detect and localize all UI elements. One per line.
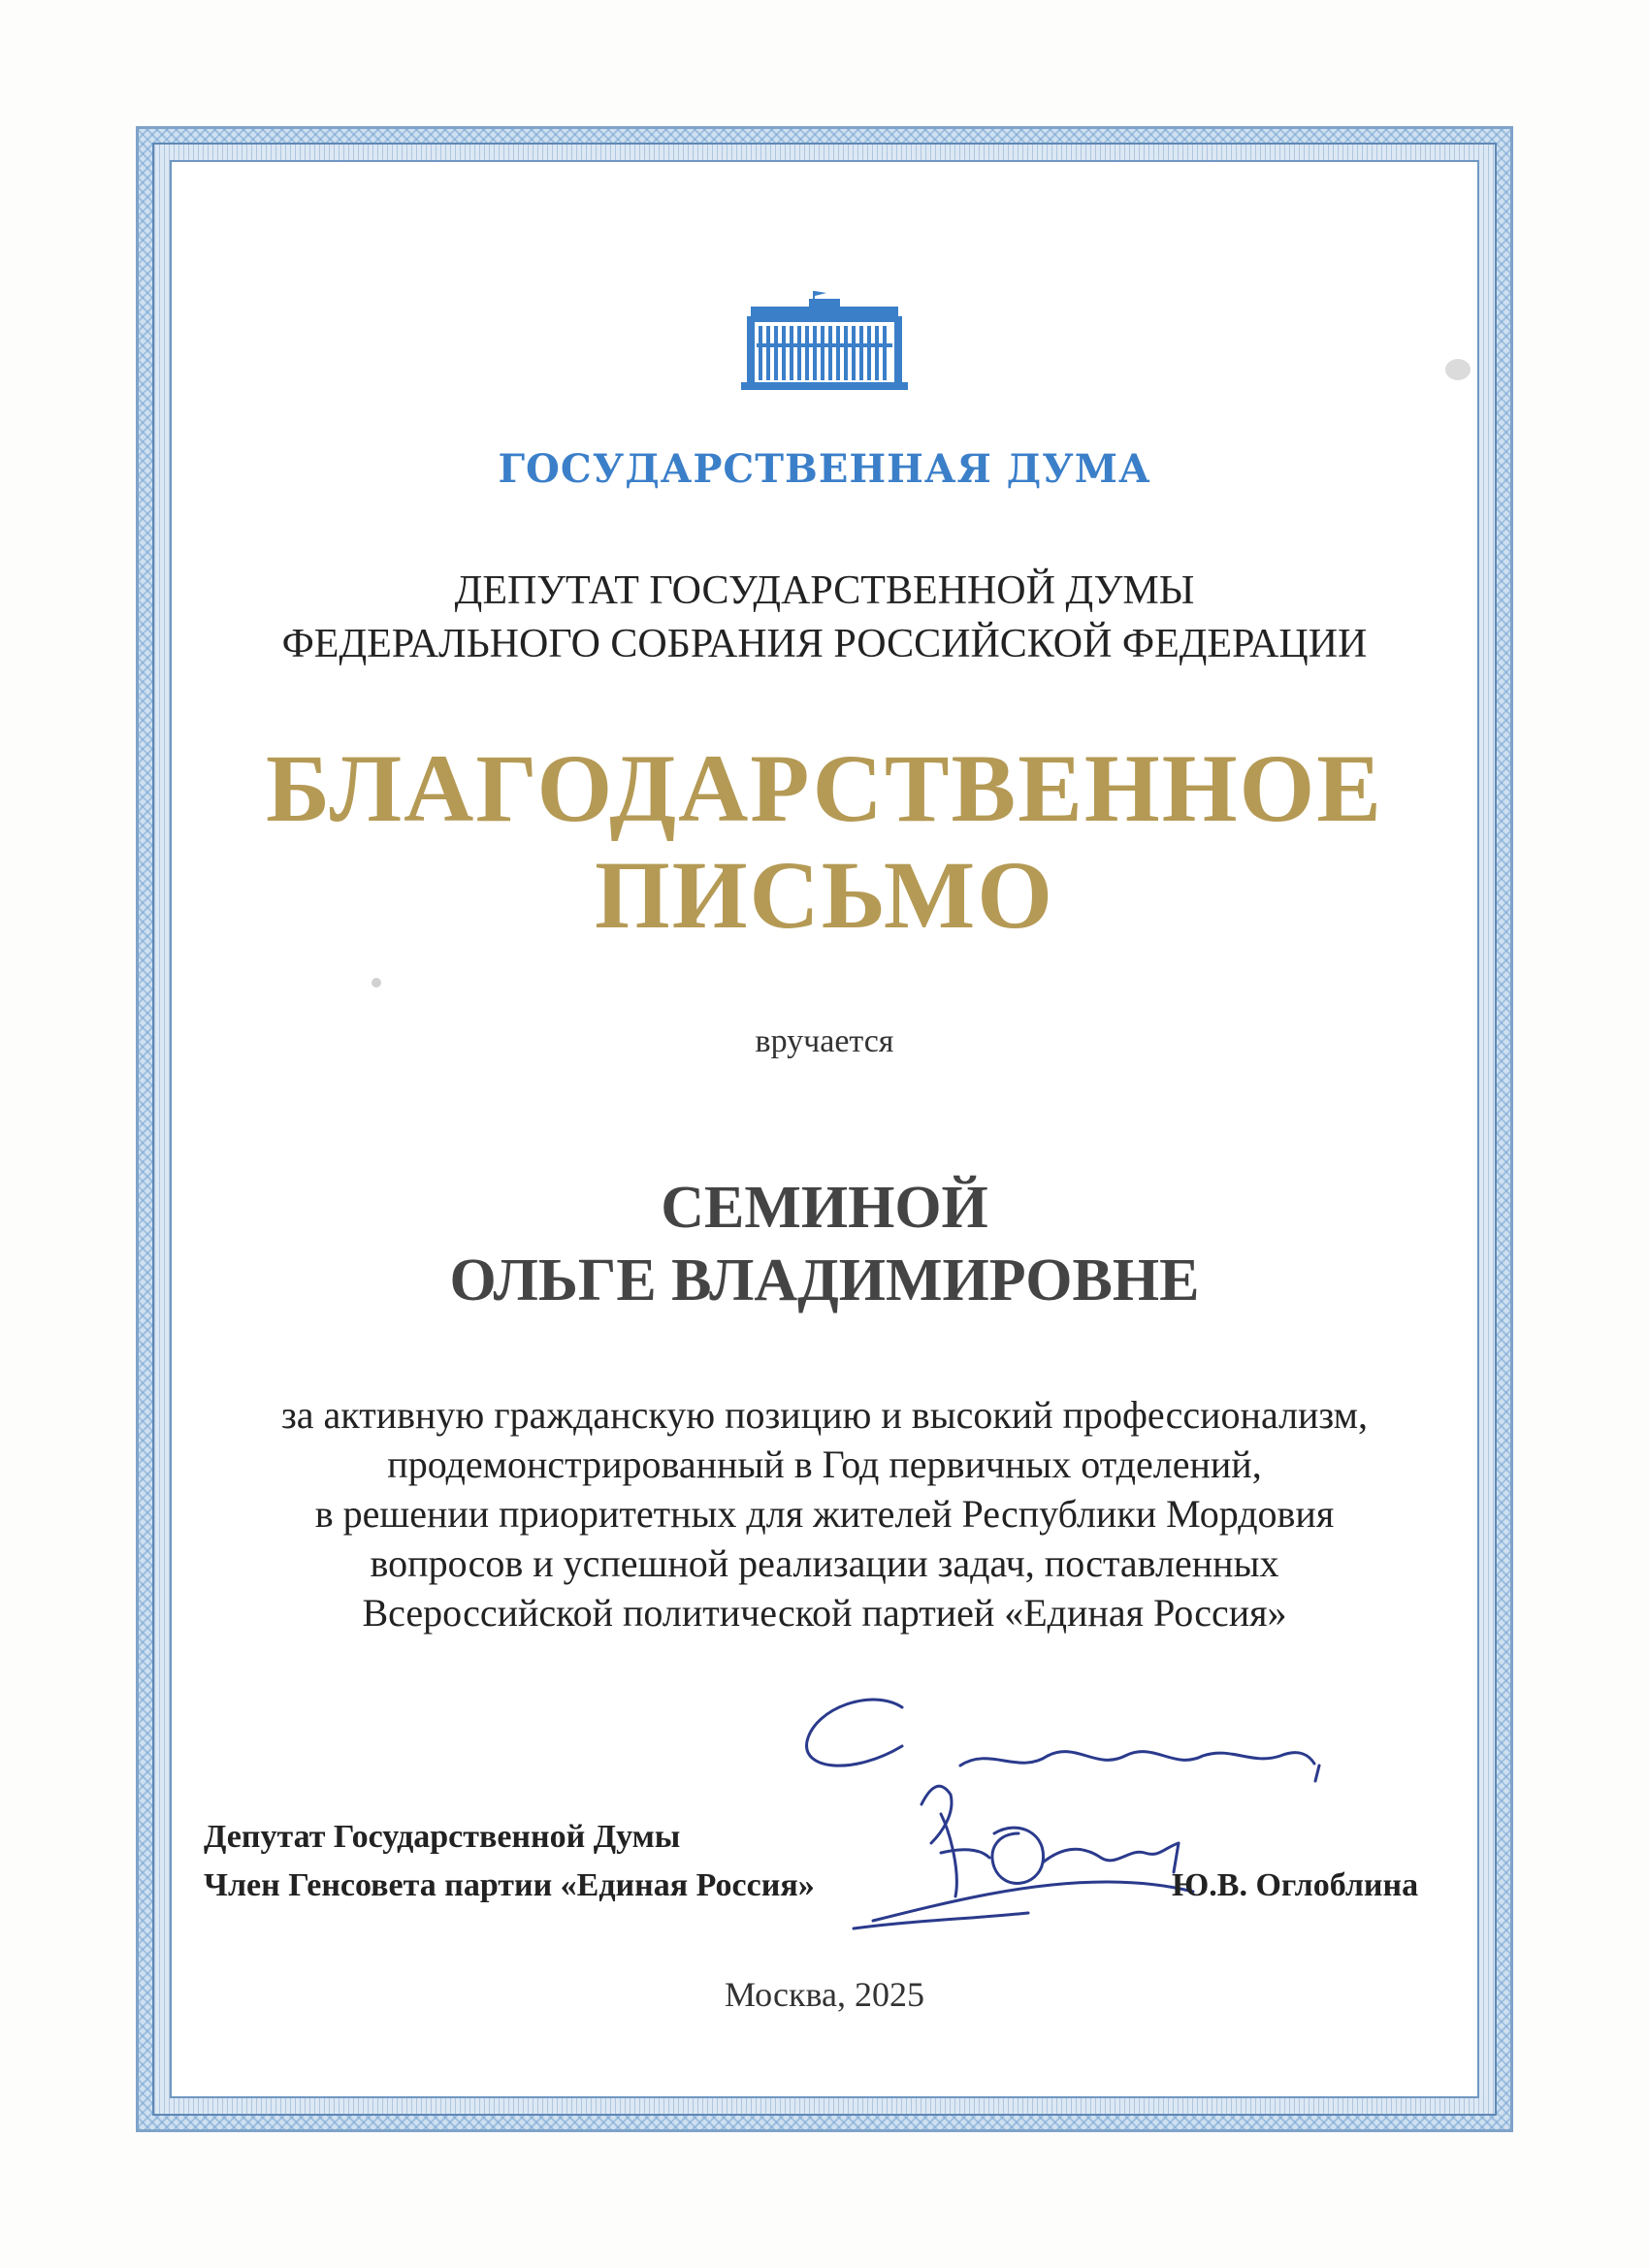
reason-line: продемонстрированный в Год первичных отделений, [387, 1442, 1262, 1486]
signatory-position-2: Член Генсовета партии «Единая Россия» [204, 1867, 815, 1903]
deputy-title-line-2: ФЕДЕРАЛЬНОГО СОБРАНИЯ РОССИЙСКОЙ ФЕДЕРАЦИИ [281, 622, 1368, 666]
reason-line: вопросов и успешной реализации задач, поставленных [370, 1541, 1279, 1585]
letter-content [136, 126, 1513, 2132]
letter-title-line-2: ПИСЬМО [594, 841, 1055, 949]
reason-line: Всероссийской политической партией «Единая Россия» [362, 1591, 1287, 1635]
signatory-name: Ю.В. Оглоблина [1172, 1867, 1419, 1903]
reason-line: в решении приоритетных для жителей Республики Мордовия [314, 1492, 1335, 1536]
reason-line: за активную гражданскую позицию и высокий профессионализм, [281, 1393, 1368, 1437]
deputy-title-line-1: ДЕПУТАТ ГОСУДАРСТВЕННОЙ ДУМЫ [454, 568, 1195, 613]
recipient-name: ОЛЬГЕ ВЛАДИМИРОВНЕ [449, 1247, 1200, 1313]
signatory-position-1: Депутат Государственной Думы [204, 1819, 681, 1855]
duma-building-icon [737, 281, 912, 398]
letter-title-line-1: БЛАГОДАРСТВЕННОЕ [266, 734, 1383, 842]
handwritten-signature [795, 1688, 1358, 1979]
recipient-surname: СЕМИНОЙ [661, 1175, 988, 1241]
organization-name: ГОСУДАРСТВЕННАЯ ДУМА [498, 446, 1151, 492]
place-and-date: Москва, 2025 [725, 1975, 924, 2014]
presented-label: вручается [755, 1023, 894, 1059]
